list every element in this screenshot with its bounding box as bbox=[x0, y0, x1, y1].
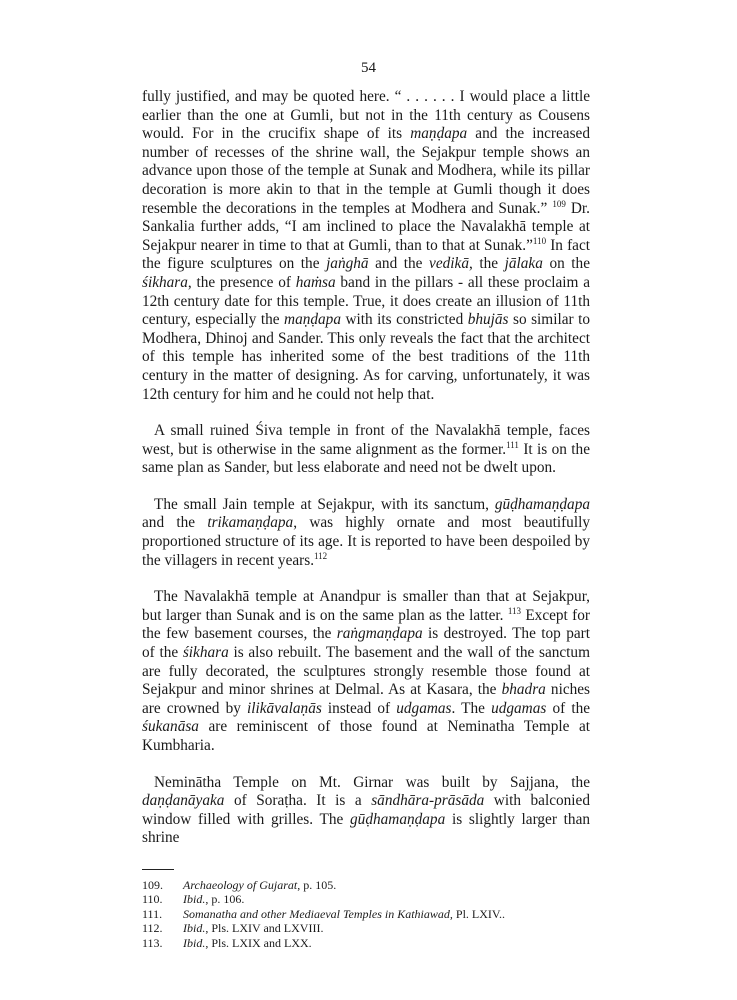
italic-term: gūḍhamaṇḍapa bbox=[494, 495, 590, 513]
text-run: instead of bbox=[321, 699, 397, 717]
text-run: . The bbox=[451, 699, 492, 717]
text-run: on the bbox=[542, 255, 590, 273]
footnote bbox=[142, 892, 590, 906]
footnote-text bbox=[183, 878, 590, 892]
footnote-text bbox=[183, 892, 590, 906]
text-run: , Pls. LXIX and LXX. bbox=[205, 935, 312, 950]
text-run: is also rebuilt. The basement and the wall of the sanctum are fully decorated, the sculptures strongly resemble those found at Sejakpur and minor shrines at Delmal. As at Kasara, the bbox=[142, 644, 590, 699]
footnote-number: 112. bbox=[142, 921, 163, 936]
footnote-text bbox=[183, 936, 590, 950]
italic-term: ilikāvalaṇās bbox=[247, 699, 322, 717]
italic-term: Somanatha and other Mediaeval Temples in Kathiawad, bbox=[183, 906, 453, 921]
footnote-ref: 110 bbox=[532, 235, 547, 246]
italic-term: udgamas bbox=[396, 699, 452, 717]
italic-term: jaṅghā bbox=[326, 255, 369, 273]
footnote-rule bbox=[142, 869, 174, 870]
text-run: Dr. Sankalia further adds, “I am inclined to place the Navalakhā temple at Sejakpur nearer in time to that at Gumli, than to that at Sunak.” bbox=[142, 199, 590, 254]
paragraph bbox=[142, 588, 590, 755]
italic-term: raṅgmaṇḍapa bbox=[336, 625, 423, 643]
italic-term: maṇḍapa bbox=[410, 125, 468, 143]
text-run: fully justified, and may be quoted here. “ . . . . . . I would place a little earlier than the one at Gumli, but not in the 11th century as Cousens would. For in the crucifix shape of its bbox=[142, 88, 590, 143]
footnote bbox=[142, 907, 590, 921]
footnote-number: 111. bbox=[142, 906, 163, 921]
text-run: The Navalakhā temple at Anandpur is smaller than that at Sejakpur, but larger than Sunak and is on the same plan as the latter. bbox=[142, 588, 590, 624]
text-run: band in the pillars - all these proclaim a 12th century date for this temple. True, it does create an illusion of 11th century, especially the bbox=[142, 273, 590, 329]
text-run: , p. 106. bbox=[205, 892, 245, 907]
italic-term: bhujās bbox=[467, 311, 509, 329]
text-run: of Soraṭha. It is a bbox=[224, 792, 372, 810]
italic-term: udgamas bbox=[491, 699, 547, 717]
footnote-number: 110. bbox=[142, 892, 163, 907]
italic-term: daṇḍanāyaka bbox=[142, 792, 225, 810]
italic-term: trikamaṇḍapa bbox=[207, 514, 294, 532]
text-run: so similar to Modhera, Dhinoj and Sander. This only reveals the fact that the architect of this temple has inherited some of the best traditions of the 11th century in the matter of designing. As for carving, unfortunately, it was 12th century for him and he could not help that. bbox=[142, 311, 590, 403]
text-run: niches are crowned by bbox=[142, 681, 590, 717]
italic-term: Ibid. bbox=[183, 892, 206, 907]
italic-term: Ibid. bbox=[183, 935, 206, 950]
paragraph bbox=[142, 88, 590, 404]
footnote bbox=[142, 921, 590, 935]
paragraph bbox=[142, 774, 590, 848]
italic-term: sāndhāra-prāsāda bbox=[371, 792, 485, 810]
text-run: of the bbox=[546, 699, 591, 717]
italic-term: śikhara bbox=[182, 644, 229, 662]
paragraph bbox=[142, 422, 590, 478]
italic-term: gūḍhamaṇḍapa bbox=[350, 810, 446, 828]
footnotes bbox=[142, 878, 590, 950]
italic-term: śikhara bbox=[142, 273, 188, 291]
italic-term: Ibid. bbox=[183, 921, 206, 936]
italic-term: vedikā bbox=[429, 255, 469, 273]
footnote bbox=[142, 878, 590, 892]
italic-term: bhadra bbox=[501, 681, 546, 699]
text-run: The small Jain temple at Sejakpur, with its sanctum, bbox=[154, 495, 495, 513]
italic-term: Archaeology of Gujarat bbox=[183, 878, 298, 892]
text-run: and the bbox=[142, 514, 208, 532]
text-run: A small ruined Śiva temple in front of the Navalakhā temple, faces west, but is otherwise in the same alignment as the former. bbox=[142, 422, 590, 458]
text-run: are reminiscent of those found at Neminatha Temple at Kumbharia. bbox=[142, 718, 590, 754]
body-text bbox=[142, 88, 590, 866]
footnote-number: 109. bbox=[142, 878, 163, 892]
paragraph bbox=[142, 496, 590, 570]
footnote-number: 113. bbox=[142, 935, 163, 950]
footnote bbox=[142, 936, 590, 950]
text-run: Except for the few basement courses, the bbox=[142, 606, 590, 643]
text-run: with its constricted bbox=[340, 311, 468, 329]
text-run: and the bbox=[368, 255, 430, 273]
text-run: In fact the figure sculptures on the bbox=[142, 236, 590, 273]
text-run: Pl. LXIV.. bbox=[452, 906, 506, 921]
italic-term: haṁsa bbox=[295, 273, 336, 291]
text-run: Neminātha Temple on Mt. Girnar was built by Sajjana, the bbox=[154, 773, 590, 791]
text-run: It is on the same plan as Sander, but less elaborate and need not be dwelt upon. bbox=[142, 440, 590, 477]
footnote-ref: 113 bbox=[507, 605, 521, 616]
italic-term: jālaka bbox=[504, 255, 543, 273]
text-run: is slightly larger than shrine bbox=[142, 810, 591, 847]
text-run: is destroyed. The top part of the bbox=[142, 625, 590, 662]
italic-term: maṇḍapa bbox=[284, 311, 341, 329]
text-run: , Pls. LXIV and LXVIII. bbox=[205, 921, 324, 936]
text-run: , p. 105. bbox=[297, 878, 337, 892]
footnote-ref: 111 bbox=[506, 439, 519, 450]
page-number: 54 bbox=[361, 60, 376, 76]
text-run: with balconied window filled with grilles. The bbox=[142, 792, 590, 828]
italic-term: śukanāsa bbox=[142, 718, 199, 736]
text-run: , the bbox=[468, 255, 505, 273]
text-run: , the presence of bbox=[187, 273, 296, 291]
footnote-text bbox=[183, 907, 590, 921]
footnote-ref: 112 bbox=[314, 550, 328, 561]
footnote-text bbox=[183, 921, 590, 935]
text-run: , was highly ornate and most beautifully proportioned structure of its age. It is reported to have been despoiled by the villagers in recent years. bbox=[142, 514, 590, 569]
footnote-ref: 109 bbox=[552, 198, 566, 209]
text-run: and the increased number of recesses of the shrine wall, the Sejakpur temple shows an advance upon those of the temple at Sunak and Modhera, while its pillar decoration is more akin to that in the temple at Gumli though it does resemble the decorations in the temples at Modhera and Sunak.” bbox=[142, 125, 590, 217]
